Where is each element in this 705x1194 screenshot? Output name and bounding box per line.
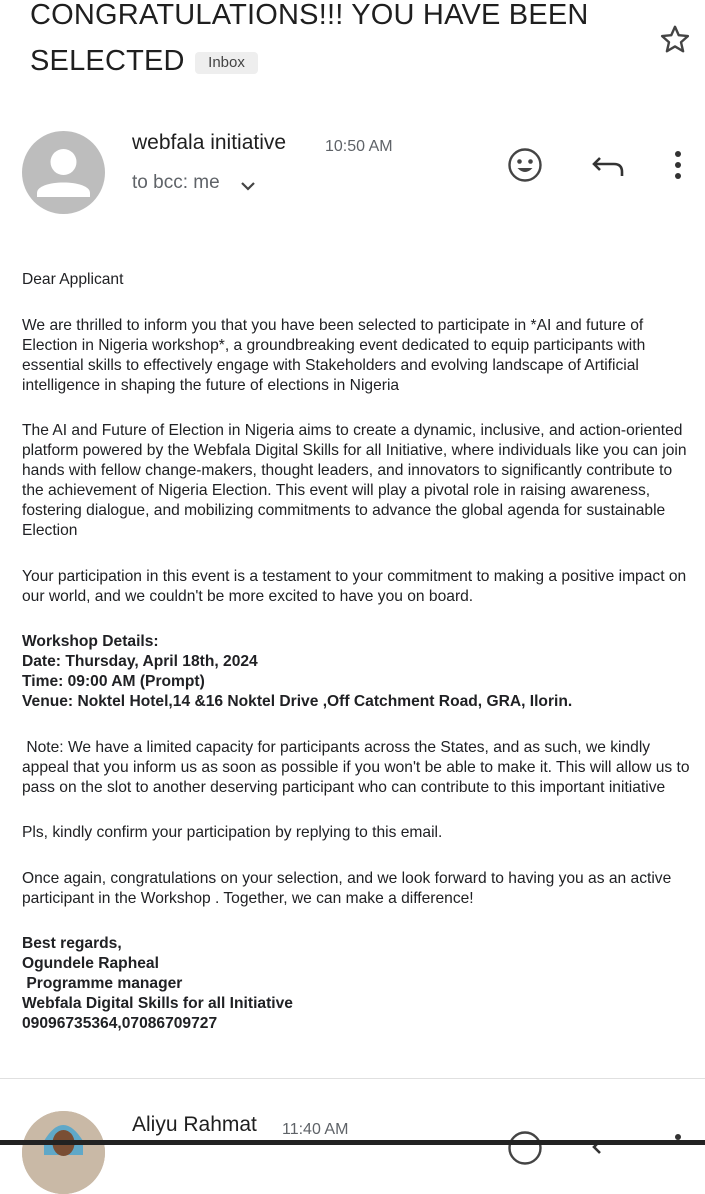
workshop-details — [22, 632, 692, 712]
sig-role: Programme manager — [22, 975, 183, 992]
next-message-time: 11:40 AM — [282, 1121, 349, 1138]
emoji-react-icon[interactable] — [505, 145, 545, 185]
more-vert-icon[interactable] — [658, 145, 698, 185]
chevron-down-icon[interactable] — [238, 178, 258, 194]
body-paragraph-2: The AI and Future of Election in Nigeria aims to create a dynamic, inclusive, and action-oriented platform powered by the Webfala Digital Skills for all Initiative, where individuals like you can join hands with fellow change-makers, thought leaders, and innovators to significantly contribute to the achievement of Nigeria Election. This event will play a pivotal role in raising awareness, fostering dialogue, and mobilizing commitments to advance the global agenda for sustainable Election — [22, 422, 687, 539]
sender-avatar[interactable] — [22, 131, 105, 214]
email-subject: CONGRATULATIONS!!! YOU HAVE BEEN SELECTED — [30, 0, 589, 77]
default-avatar-icon — [22, 131, 105, 214]
reply-icon-2[interactable] — [588, 1128, 628, 1168]
body-paragraph-1: We are thrilled to inform you that you have been selected to participate in *AI and future of Election in Nigeria workshop*, a groundbreaking event dedicated to equip participants with essential skills to effectively engage with Stakeholders and evolving landscape of Artificial intelligence in shaping the future of elections in Nigeria — [22, 316, 646, 394]
email-body — [22, 270, 692, 1060]
recipients-line[interactable]: to bcc: me — [132, 172, 220, 193]
subject-header — [30, 0, 630, 84]
message-time: 10:50 AM — [325, 138, 393, 155]
body-paragraph-3: Your participation in this event is a testament to your commitment to making a positive impact on our world, and we couldn't be more excited to have you on board. — [22, 567, 687, 605]
inbox-label-badge[interactable]: Inbox — [195, 52, 258, 74]
more-vert-icon-2[interactable] — [658, 1128, 698, 1168]
next-sender-name[interactable]: Aliyu Rahmat — [132, 1113, 257, 1136]
bottom-edge-bar — [0, 1140, 705, 1145]
details-title: Workshop Details: — [22, 633, 159, 650]
details-date: Date: Thursday, April 18th, 2024 — [22, 653, 258, 670]
emoji-react-icon-2[interactable] — [505, 1128, 545, 1168]
note-paragraph: Note: We have a limited capacity for participants across the States, and as such, we kindly appeal that you inform us as soon as possible if you won't be able to make it. This will allow us to pass on the slot to another deserving participant who can contribute to this important initiative — [22, 738, 694, 796]
sig-phone[interactable]: 09096735364,07086709727 — [22, 1015, 218, 1032]
message-divider — [0, 1078, 705, 1079]
star-icon[interactable] — [657, 22, 693, 58]
sig-org: Webfala Digital Skills for all Initiative — [22, 995, 293, 1012]
confirm-paragraph: Pls, kindly confirm your participation by replying to this email. — [22, 824, 443, 841]
details-venue: Venue: Noktel Hotel,14 &16 Noktel Drive ,Off Catchment Road, GRA, Ilorin. — [22, 693, 573, 710]
details-time: Time: 09:00 AM (Prompt) — [22, 673, 205, 690]
signature — [22, 934, 692, 1034]
closing-paragraph: Once again, congratulations on your selection, and we look forward to having you as an active participant in the Workshop . Together, we can make a difference! — [22, 869, 672, 907]
sig-name: Ogundele Rapheal — [22, 955, 159, 972]
next-sender-avatar[interactable] — [22, 1111, 105, 1194]
greeting: Dear Applicant — [22, 271, 124, 288]
reply-icon[interactable] — [588, 145, 628, 185]
sender-name[interactable]: webfala initiative — [132, 131, 287, 154]
sig-regards: Best regards, — [22, 935, 122, 952]
profile-photo-icon — [22, 1111, 105, 1194]
